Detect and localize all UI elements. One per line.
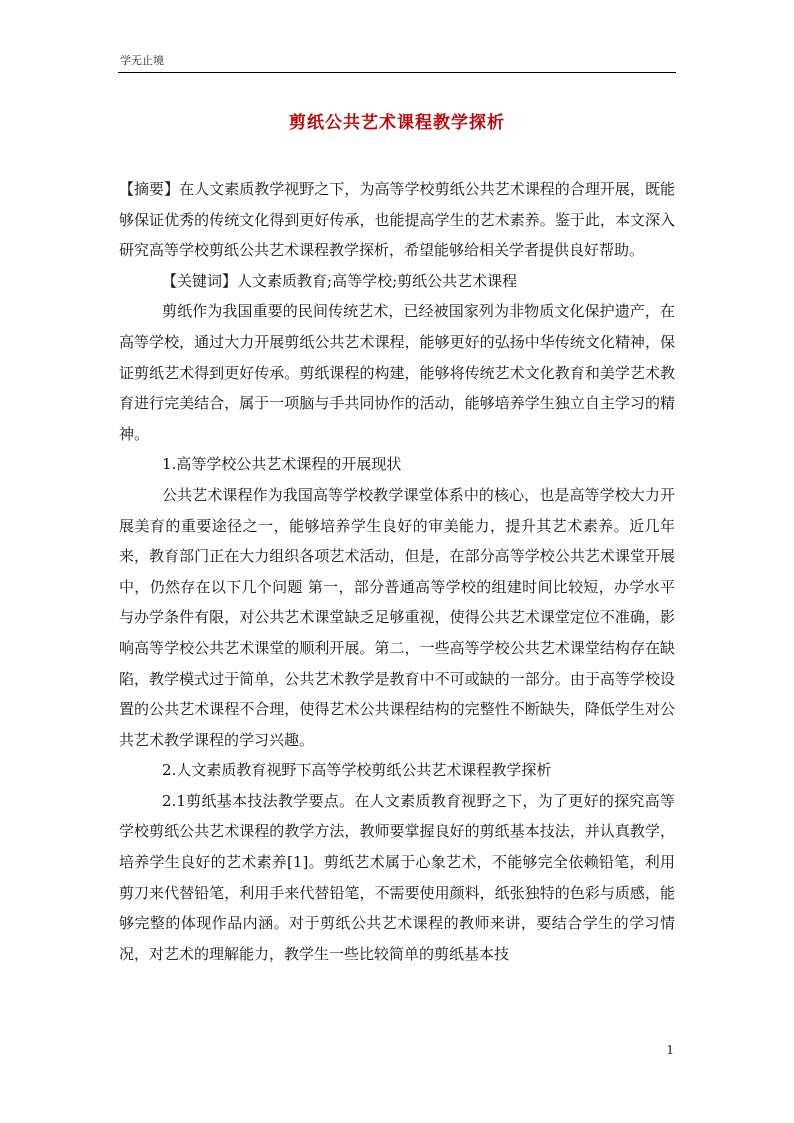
section-heading-2: 2.人文素质教育视野下高等学校剪纸公共艺术课程教学探析 (162, 761, 552, 780)
section-2-1-paragraph: 2.1剪纸基本技法教学要点。在人文素质教育视野之下，为了更好的探究高等学校剪纸公共艺术课程的教学方法，教师要掌握良好的剪纸基本技法，并认真教学，培养学生良好的艺术素养[1]。剪纸艺术属于心象艺术，不能够完全依赖铅笔，利用剪刀来代替铅笔，利用手来代替铅笔，不需要使用颜料，纸张独特的色彩与质感，能够完整的体现作品内涵。对于剪纸公共艺术课程的教师来讲，要结合学生的学习情况，对艺术的理解能力，教学生一些比较简单的剪纸基本技 (119, 791, 675, 963)
intro-paragraph: 剪纸作为我国重要的民间传统艺术，已经被国家列为非物质文化保护遗产，在高等学校，通过大力开展剪纸公共艺术课程，能够更好的弘扬中华传统文化精神，保证剪纸艺术得到更好传承。剪纸课程的构建，能够将传统艺术文化教育和美学艺术教育进行完美结合，属于一项脑与手共同协作的活动，能够培养学生独立自主学习的精神。 (119, 302, 675, 443)
document-body (119, 174, 675, 969)
document-title: 剪纸公共艺术课程教学探析 (289, 113, 505, 133)
abstract-paragraph: 【摘要】在人文素质教学视野之下，为高等学校剪纸公共艺术课程的合理开展，既能够保证优秀的传统文化得到更好传承，也能提高学生的艺术素养。鉴于此，本文深入研究高等学校剪纸公共艺术课程教学探析，希望能够给相关学者提供良好帮助。 (119, 180, 675, 260)
section-heading-1: 1.高等学校公共艺术课程的开展现状 (162, 455, 402, 474)
page-number: 1 (666, 1043, 674, 1057)
header-divider (118, 72, 676, 73)
keywords-paragraph: 【关键词】人文素质教育;高等学校;剪纸公共艺术课程 (162, 271, 518, 290)
running-header: 学无止境 (120, 54, 164, 67)
section-1-paragraph: 公共艺术课程作为我国高等学校教学课堂体系中的核心，也是高等学校大力开展美育的重要途径之一，能够培养学生良好的审美能力，提升其艺术素养。近几年来，教育部门正在大力组织各项艺术活动，但是，在部分高等学校公共艺术课堂开展中，仍然存在以下几个问题 第一，部分普通高等学校的组建时间比较短，办学水平与办学条件有限，对公共艺术课堂缺乏足够重视，使得公共艺术课堂定位不准确，影响高等学校公共艺术课堂的顺利开展。第二，一些高等学校公共艺术课堂结构存在缺陷，教学模式过于简单，公共艺术教学是教育中不可或缺的一部分。由于高等学校设置的公共艺术课程不合理，使得艺术公共课程结构的完整性不断缺失，降低学生对公共艺术教学课程的学习兴趣。 (119, 485, 675, 749)
